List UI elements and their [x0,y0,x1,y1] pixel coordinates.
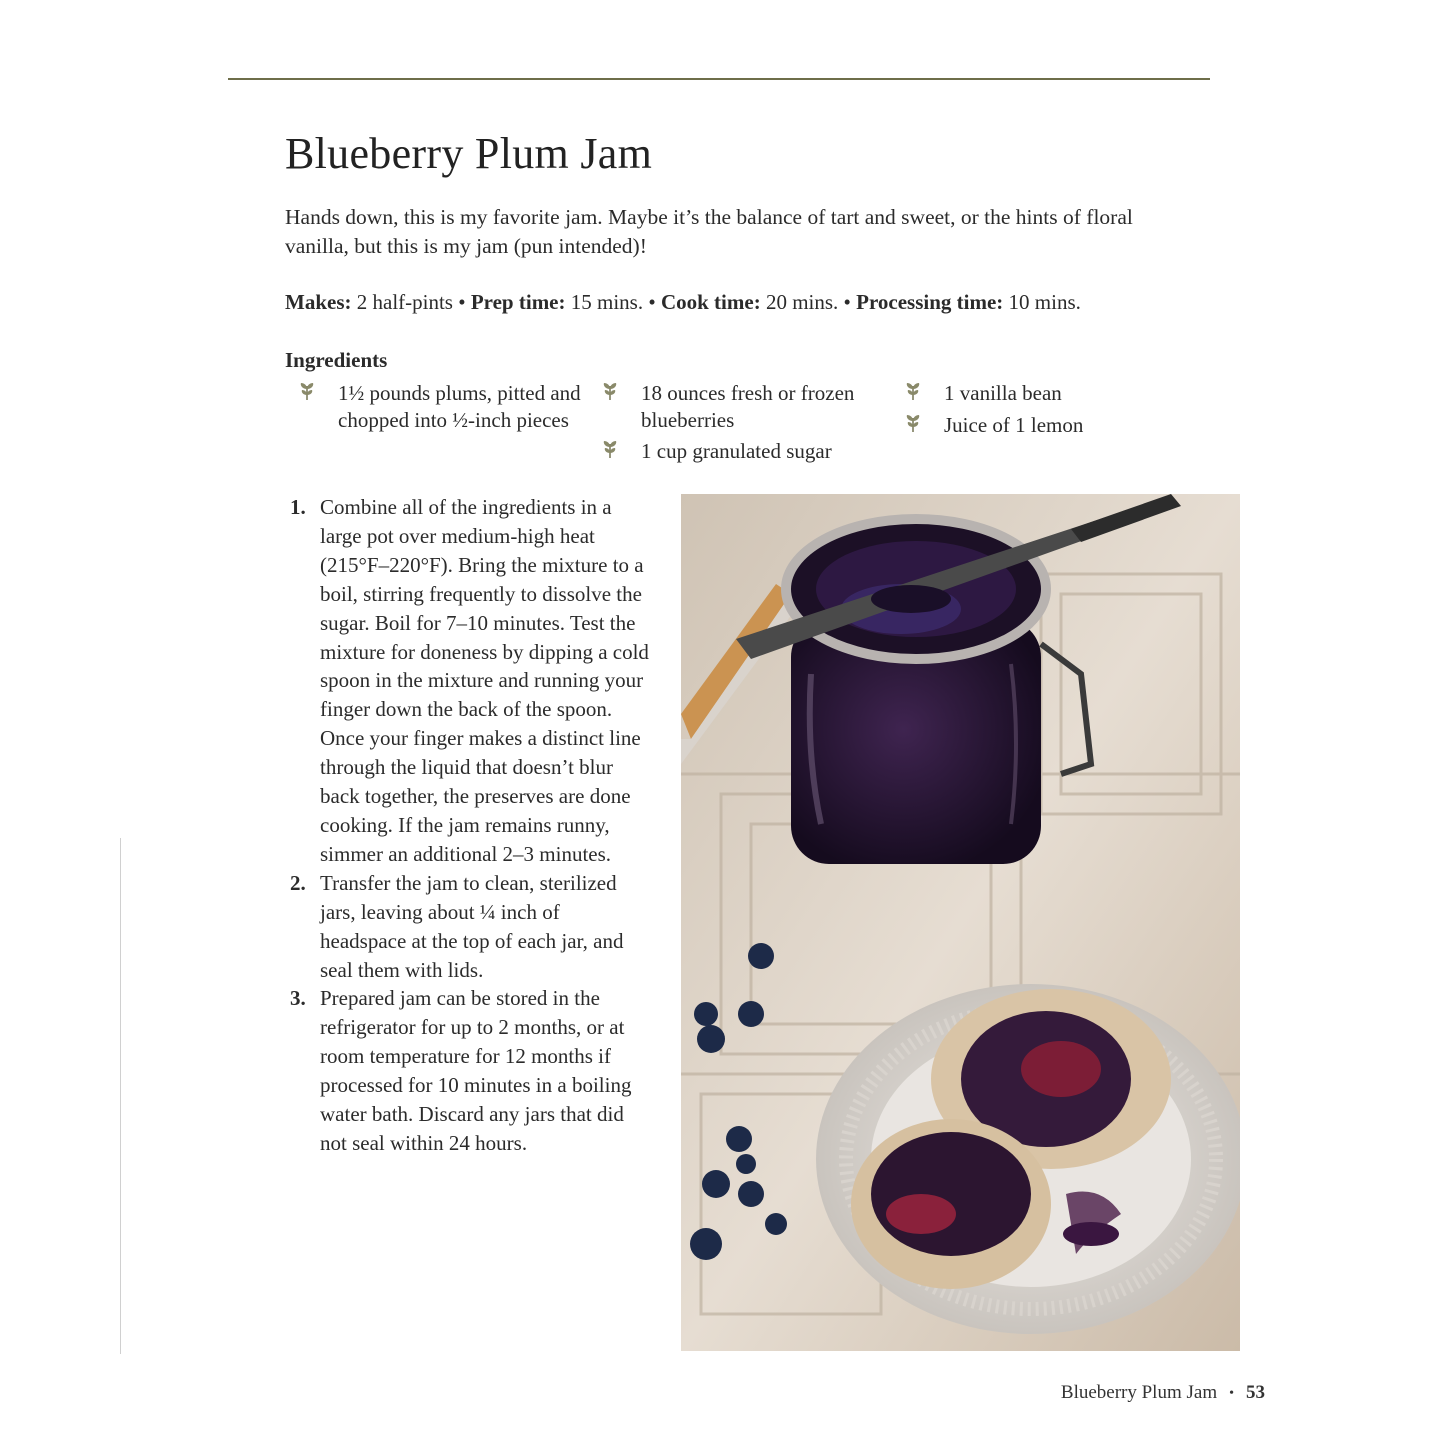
makes-value: 2 half-pints [351,290,459,314]
page-footer [1061,1382,1265,1404]
instructions-list [290,493,650,1158]
leaf-sprig-icon [904,412,922,434]
prep-value: 15 mins. [565,290,649,314]
step-text: Prepared jam can be stored in the refrigerator for up to 2 months, or at room temperature for 12 months if processed for 10 minutes in a boiling water bath. Discard any jars that did not seal within 24 hours. [320,986,632,1155]
ingredient-text: Juice of 1 lemon [944,412,1084,437]
cook-label: Cook time: [660,290,761,314]
instruction-step [290,493,650,869]
page-number: 53 [1246,1382,1265,1403]
ingredient-item [601,438,891,465]
recipe-title: Blueberry Plum Jam [285,129,653,178]
prep-label: Prep time: [470,290,566,314]
instruction-step [290,869,650,985]
ingredient-text: 1½ pounds plums, pitted and chopped into ½-inch pieces [338,381,581,432]
ingredients-column-2 [601,380,891,470]
meta-separator: • [458,290,466,314]
ingredient-item [904,412,1194,439]
ingredient-item [601,380,891,433]
step-number: 3. [290,986,306,1011]
recipe-intro: Hands down, this is my favorite jam. Maybe it’s the balance of tart and sweet, or the hints of floral vanilla, but this is my jam (pun intended)! [285,205,1133,258]
ingredients-heading: Ingredients [285,348,388,372]
top-rule [228,78,1210,80]
footer-separator: • [1229,1385,1234,1401]
instruction-step [290,984,650,1157]
cook-value: 20 mins. [760,290,844,314]
ingredient-text: 1 vanilla bean [944,381,1062,405]
ingredient-item [298,380,588,433]
leaf-sprig-icon [904,380,922,402]
meta-separator: • [648,290,656,314]
leaf-sprig-icon [298,380,316,402]
leaf-sprig-icon [601,438,619,460]
page-edge-line [120,838,121,1354]
processing-label: Processing time: [856,290,1004,314]
step-number: 1. [290,495,306,519]
running-title: Blueberry Plum Jam [1060,1382,1218,1403]
ingredient-text: 18 ounces fresh or frozen blueberries [641,381,855,432]
step-number: 2. [290,870,306,895]
ingredient-item [904,380,1194,407]
step-text: Transfer the jam to clean, sterilized jars, leaving about ¼ inch of headspace at the top of each jar, and seal them with lids. [320,870,624,982]
recipe-meta [285,290,1205,315]
step-text: Combine all of the ingredients in a large pot over medium-high heat (215°F–220°F). Bring the mixture to a boil, stirring frequently to dissolve the sugar. Boil for 7–10 minutes. Test the mixture for doneness by dipping a cold spoon in the mixture and running your finger down the back of the spoon. Once your finger makes a distinct line through the liquid that doesn’t blur back together, the preserves are done cooking. If the jam remains runny, simmer an additional 2–3 minutes. [320,495,649,866]
makes-label: Makes: [285,290,352,314]
meta-separator: • [843,290,851,314]
leaf-sprig-icon [601,380,619,402]
ingredients-column-3 [904,380,1194,443]
processing-value: 10 mins. [1003,290,1081,314]
jam-photo [681,494,1240,1351]
ingredient-text: 1 cup granulated sugar [641,439,832,463]
ingredients-column-1 [298,380,588,438]
